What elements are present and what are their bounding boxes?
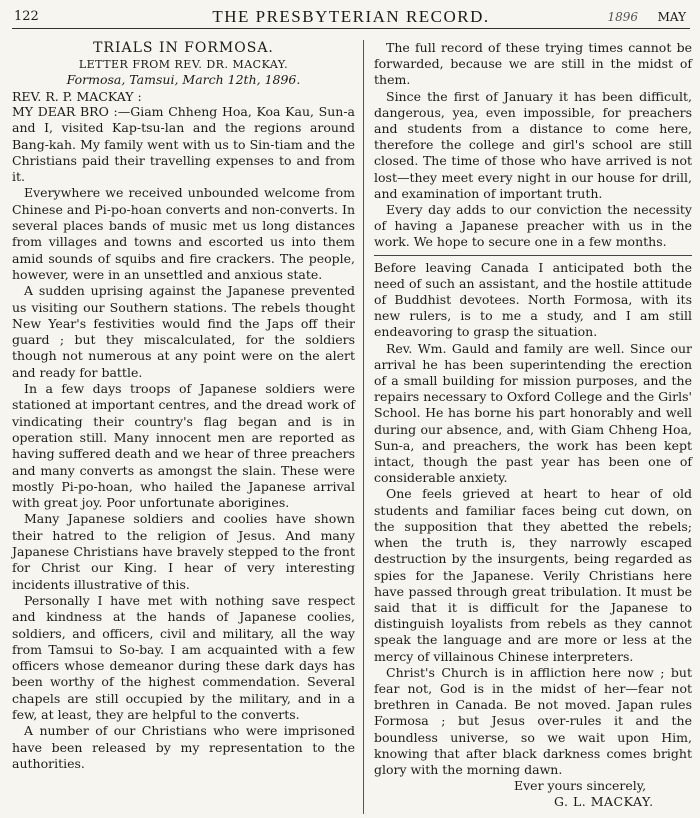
letter-heading: LETTER FROM REV. DR. MACKAY. (78, 58, 289, 71)
paragraph: MY DEAR BRO :—Giam Chheng Hoa, Koa Kau, Sun-a and I, visited Kap-tsu-lan and the regions around Bang-kah. My family went with us to Sin-tiam and the Christians paid their travelling expenses to and from it. (12, 104, 355, 185)
paragraph: Before leaving Canada I anticipated both the need of such an assistant, and the hostile attitude of Buddhist devotees. North Formosa, with its new rulers, is to me a study, and I am still endeavoring to grasp the situation. (374, 259, 692, 340)
page-number: 122 (14, 9, 39, 24)
paragraph: A sudden uprising against the Japanese prevented us visiting our Southern stations. The rebels thought New Year's festivities would find the Japs off their guard ; but they miscalculated, for the soldiers though not numerous at any point were on the alert and ready for battle. (12, 283, 355, 380)
paragraph: Everywhere we received unbounded welcome from Chinese and Pi-po-hoan converts and non-converts. In several places bands of music met us long distances from villages and towns and escorted us into them amid sounds of squibs and fire crackers. The people, however, were in an unsettled and anxious state. (12, 185, 355, 282)
dateline: Formosa, Tamsui, March 12th, 1896. (66, 72, 301, 87)
paragraph: Since the first of January it has been difficult, dangerous, yea, even impossible, for preachers and students from a distance to come here, therefore the college and girl's school are still closed. The time of those who have arrived is not lost—they meet every night in our house for drill, and examination of important truth. (374, 88, 692, 201)
paragraph: A number of our Christians who were imprisoned have been released by my representation to the authorities. (12, 723, 355, 771)
article-columns (12, 40, 692, 814)
paragraph: Personally I have met with nothing save respect and kindness at the hands of Japanese coolies, soldiers, and officers, civil and military, all the way from Tamsui to So-bay. I am acquainted with a few officers whose demeanor during these dark days has been worthy of the highest commendation. Several chapels are still occupied by the military, and in a few, at least, they are helpful to the converts. (12, 592, 355, 722)
right-column (364, 40, 692, 814)
column-divider-rule (374, 255, 692, 256)
paragraph: Every day adds to our conviction the necessity of having a Japanese preacher with us in the work. We hope to secure one in a few months. (374, 202, 692, 250)
paragraph: In a few days troops of Japanese soldiers were stationed at important centres, and the dread work of vindicating their country's flag began and is in operation still. Many innocent men are reported as having suffered death and we hear of three preachers and many converts as amongst the slain. These were mostly Pi-po-hoan, who hailed the Japanese arrival with great joy. Poor unfortunate aborigines. (12, 381, 355, 511)
left-column (12, 40, 364, 814)
signature: G. L. MACKAY. (554, 794, 654, 810)
page-header (12, 6, 690, 29)
paragraph: Rev. Wm. Gauld and family are well. Since our arrival he has been superintending the erection of a small building for mission purposes, and the repairs necessary to Oxford College and the Girls' School. He has borne his part honorably and well during our absence, and, with Giam Chheng Hoa, Sun-a, and preachers, the work has been kept intact, though the past year has been one of considerable anxiety. (374, 340, 692, 486)
paragraph: Christ's Church is in affliction here now ; but fear not, God is in the midst of her—fear not brethren in Canada. Be not moved. Japan rules Formosa ; but Jesus over-rules it and the boundless universe, so we wait upon Him, knowing that after black darkness comes bright glory with the morning dawn. (374, 664, 692, 777)
article-title: TRIALS IN FORMOSA. (93, 40, 274, 56)
salutation: REV. R. P. MACKAY : (12, 89, 142, 104)
handwritten-year: 1896 (607, 10, 638, 24)
paragraph: Many Japanese soldiers and coolies have shown their hatred to the religion of Jesus. And many Japanese Christians have bravely stepped to the front for Christ our King. I hear of very interesting incidents illustrative of this. (12, 511, 355, 592)
journal-title: THE PRESBYTERIAN RECORD. (212, 7, 490, 26)
paragraph: The full record of these trying times cannot be forwarded, because we are still in the midst of them. (374, 40, 692, 88)
paragraph: One feels grieved at heart to hear of old students and familiar faces being cut down, on the supposition that they abetted the rebels; when the truth is, they narrowly escaped destruction by the insurgents, being regarded as spies for the Japanese. Verily Christians here have passed through great tribulation. It must be said that it is difficult for the Japanese to distinguish loyalists from rebels as they cannot speak the language and are more or less at the mercy of villainous Chinese interpreters. (374, 486, 692, 664)
issue-month: MAY (657, 10, 686, 24)
closing-line: Ever yours sincerely, (514, 778, 647, 794)
